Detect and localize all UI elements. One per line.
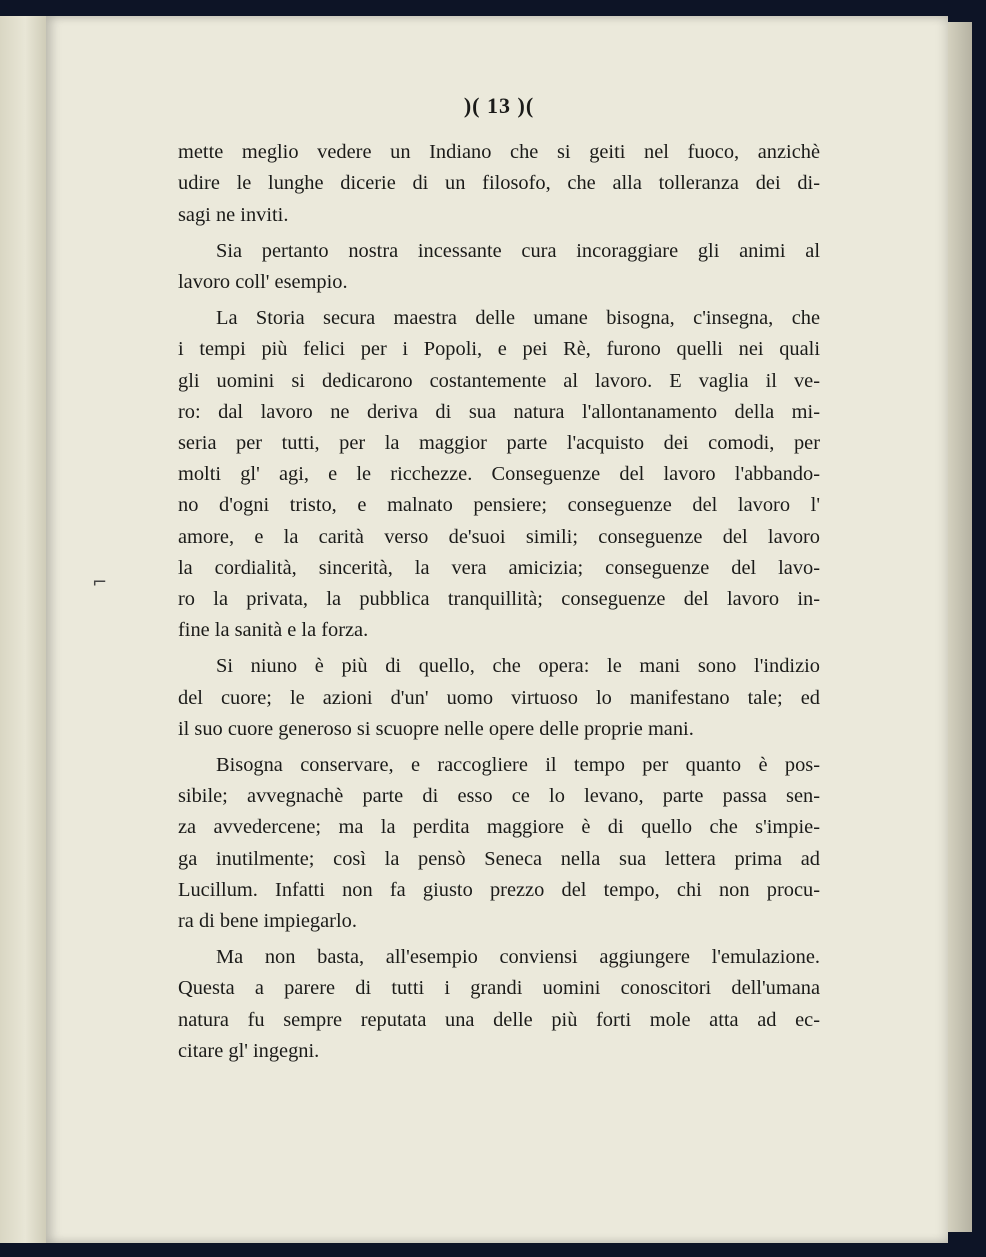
text-line: citare gl' ingegni. [178, 1039, 320, 1062]
text-line: il suo cuore generoso si scuopre nelle opere delle proprie mani. [178, 717, 694, 740]
text-line: ro la privata, la pubblica tranquillità; conseguenze del lavoro in- [178, 588, 820, 611]
text-line: seria per tutti, per la maggior parte l'acquisto dei comodi, per [178, 432, 820, 455]
text-line: del cuore; le azioni d'un' uomo virtuoso lo manifestano tale; ed [178, 686, 820, 709]
page-stack-edge [948, 22, 972, 1232]
paragraph [178, 236, 820, 298]
text-line: sibile; avvegnachè parte di esso ce lo levano, parte passa sen- [178, 785, 820, 808]
text-line: mette meglio vedere un Indiano che si geiti nel fuoco, anzichè [178, 141, 820, 164]
text-line: gli uomini si dedicarono costantemente al lavoro. E vaglia il ve- [178, 369, 820, 392]
text-line: za avvedercene; ma la perdita maggiore è di quello che s'impie- [178, 816, 820, 839]
text-line: no d'ogni tristo, e malnato pensiere; conseguenze del lavoro l' [178, 494, 820, 517]
text-line: sagi ne inviti. [178, 203, 289, 226]
paragraph-container [178, 137, 820, 1067]
text-line: Si niuno è più di quello, che opera: le mani sono l'indizio [216, 655, 820, 678]
paragraph [178, 750, 820, 937]
text-line: i tempi più felici per i Popoli, e pei Rè, furono quelli nei quali [178, 338, 820, 361]
text-line: Lucillum. Infatti non fa giusto prezzo del tempo, chi non procu- [178, 878, 820, 901]
text-line: natura fu sempre reputata una delle più forti mole atta ad ec- [178, 1008, 820, 1031]
page-text-block [178, 90, 820, 1072]
paragraph [178, 651, 820, 745]
text-line: ra di bene impiegarlo. [178, 910, 357, 933]
margin-mark: ⌐ [92, 572, 108, 593]
text-line: udire le lunghe dicerie di un filosofo, che alla tolleranza dei di- [178, 172, 820, 195]
text-line: molti gl' agi, e le ricchezze. Conseguenze del lavoro l'abbando- [178, 463, 820, 486]
paragraph [178, 303, 820, 646]
page-number: )( 13 )( [463, 93, 535, 118]
paragraph [178, 942, 820, 1067]
text-line: la cordialità, sincerità, la vera amicizia; conseguenze del lavo- [178, 556, 820, 579]
text-line: amore, e la carità verso de'suoi simili; conseguenze del lavoro [178, 525, 820, 548]
text-line: lavoro coll' esempio. [178, 271, 348, 294]
text-line: fine la sanità e la forza. [178, 619, 369, 642]
facing-page-edge [0, 16, 48, 1243]
text-line: ro: dal lavoro ne deriva di sua natura l'allontanamento della mi- [178, 400, 820, 423]
text-line: Sia pertanto nostra incessante cura incoraggiare gli animi al [216, 239, 820, 262]
text-line: Bisogna conservare, e raccogliere il tempo per quanto è pos- [216, 754, 820, 777]
text-line: Ma non basta, all'esempio conviensi aggiungere l'emulazione. [216, 946, 820, 969]
paragraph [178, 137, 820, 231]
text-line: Questa a parere di tutti i grandi uomini conoscitori dell'umana [178, 977, 820, 1000]
text-line: La Storia secura maestra delle umane bisogna, c'insegna, che [216, 307, 820, 330]
text-line: ga inutilmente; così la pensò Seneca nella sua lettera prima ad [178, 847, 820, 870]
